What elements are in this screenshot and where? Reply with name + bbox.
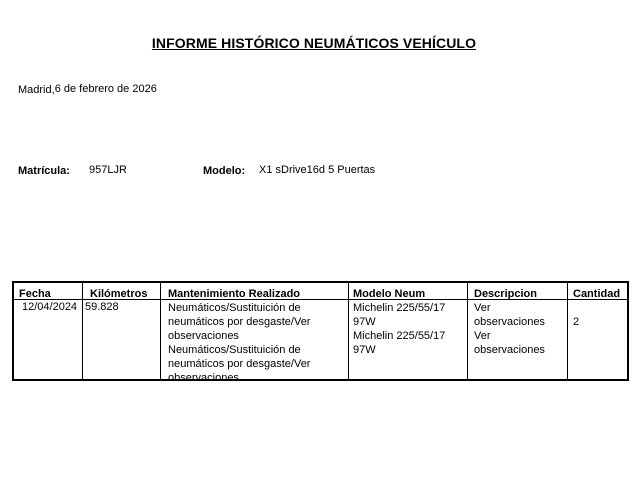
report-date: 6 de febrero de 2026 (54, 83, 157, 95)
model-label: Modelo: (203, 165, 246, 177)
cell-fecha: 12/04/2024 (22, 301, 78, 313)
cell-descripcion (474, 301, 545, 357)
column-divider (160, 283, 161, 379)
cell-mantenimiento (168, 301, 310, 385)
cell-line: 97W (353, 344, 376, 356)
plate-value: 957LJR (89, 164, 127, 176)
cell-modelo-neum (353, 301, 445, 357)
header-descripcion: Descripcion (474, 288, 537, 300)
column-divider (82, 283, 83, 379)
cell-line: observaciones (168, 330, 239, 342)
place-date (18, 83, 157, 95)
model-value: X1 sDrive16d 5 Puertas (259, 164, 376, 176)
plate-label: Matrícula: (18, 165, 70, 177)
report-city: Madrid, (18, 84, 55, 96)
column-divider (467, 283, 468, 379)
cell-line: Ver (474, 302, 491, 314)
cell-line: observaciones (474, 344, 545, 356)
header-mantenimiento: Mantenimiento Realizado (168, 288, 301, 300)
header-kilometros: Kilómetros (90, 288, 148, 300)
column-divider (567, 283, 568, 379)
cell-line: Ver (474, 330, 491, 342)
cell-line: 97W (353, 316, 376, 328)
report-title: INFORME HISTÓRICO NEUMÁTICOS VEHÍCULO (151, 35, 477, 51)
header-cantidad: Cantidad (573, 288, 621, 300)
cell-line: Neumáticos/Sustituición de (168, 302, 301, 314)
header-modelo-neum: Modelo Neum (353, 288, 426, 300)
cell-line: neumáticos por desgaste/Ver (168, 358, 311, 370)
cell-line: Neumáticos/Sustituición de (168, 344, 301, 356)
cell-line: Michelin 225/55/17 (353, 302, 446, 314)
cell-line: observaciones (474, 316, 545, 328)
cell-kilometros: 59.828 (85, 301, 119, 313)
header-fecha: Fecha (19, 288, 51, 300)
cell-line: Michelin 225/55/17 (353, 330, 446, 342)
cell-cantidad: 2 (573, 316, 580, 328)
cell-line: neumáticos por desgaste/Ver (168, 316, 311, 328)
tyre-history-table (12, 281, 629, 384)
column-divider (348, 283, 349, 379)
cell-line: observaciones (168, 372, 239, 384)
